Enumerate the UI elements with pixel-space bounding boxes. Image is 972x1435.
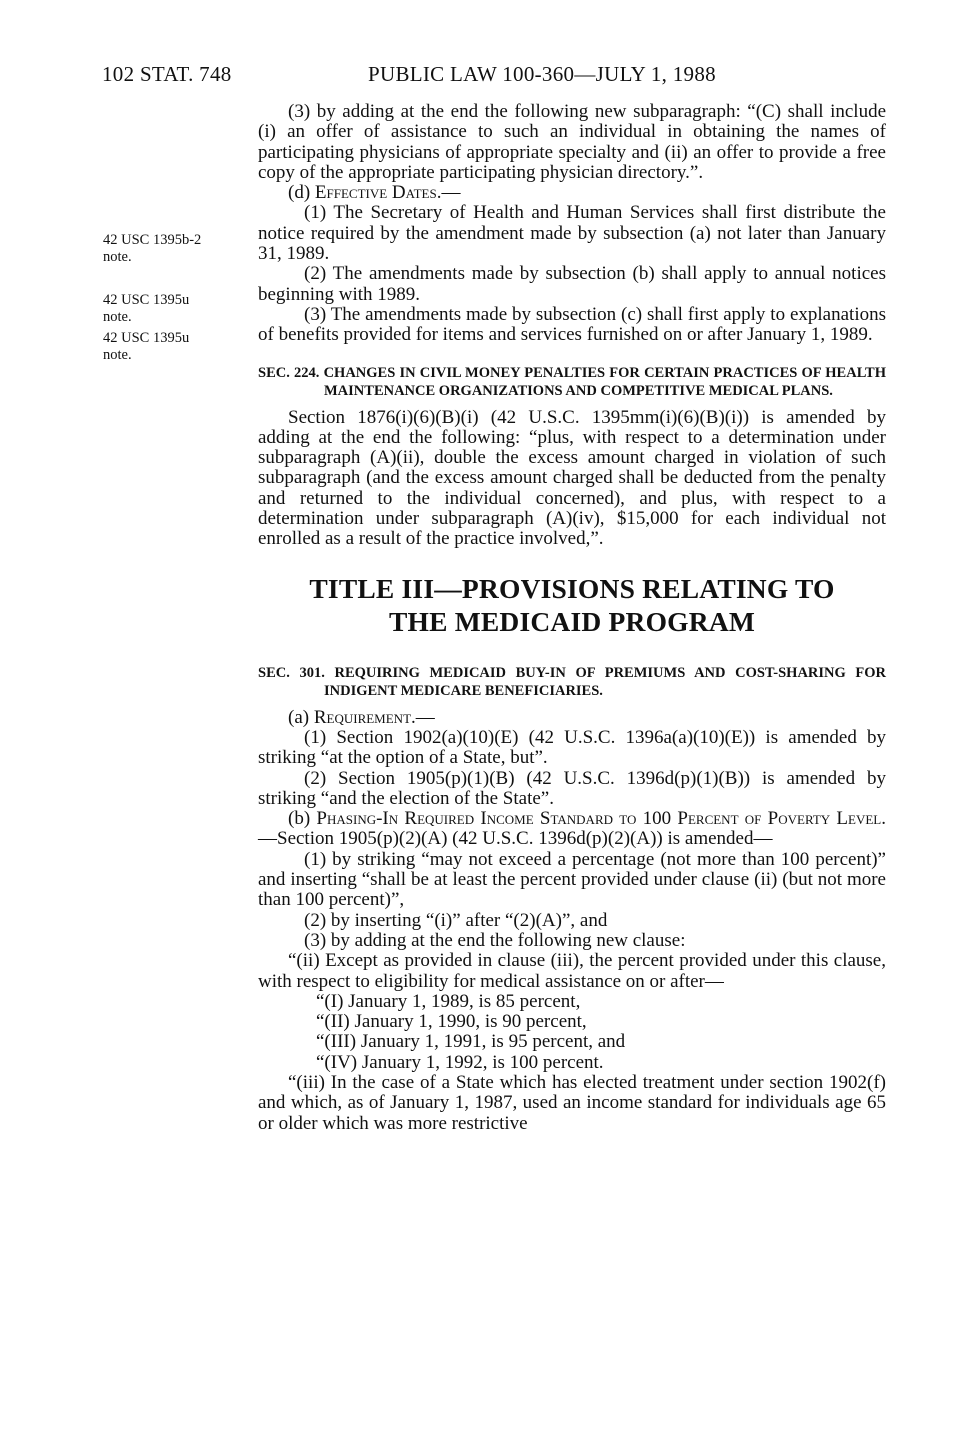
margin-note: 42 USC 1395b-2 note. (103, 232, 202, 265)
paragraph: (3) by adding at the end the following new subparagraph: “(C) shall include (i) an offer of assistance to such an individual in obtaining the names of participating physicians of appropriate specialty and (ii) an offer to provide a free copy of the appropriate participating physician directory.”. (258, 101, 886, 183)
paragraph: “(ii) Except as provided in clause (iii), the percent provided under this clause, with respect to eligibility for medical assistance on or after— (258, 950, 886, 992)
subsection-heading: (d) Effective Dates.— (288, 182, 461, 204)
paragraph: (2) The amendments made by subsection (b) shall apply to annual notices beginning with 1989. (258, 263, 886, 305)
paragraph: (1) Section 1902(a)(10)(E) (42 U.S.C. 1396a(a)(10)(E)) is amended by striking “at the option of a State, but”. (258, 726, 886, 769)
paragraph: (2) by inserting “(i)” after “(2)(A)”, and (304, 909, 608, 931)
paragraph: “(iii) In the case of a State which has elected treatment under section 1902(f) and which, as of January 1, 1987, used an income standard for individuals age 65 or older which was more restrictive (258, 1071, 886, 1134)
page-reference: 102 STAT. 748 (102, 62, 232, 86)
paragraph: (1) by striking “may not exceed a percentage (not more than 100 percent)” and inserting “shall be at least the percent provided under clause (ii) (but not more than 100 percent)”, (258, 848, 886, 911)
paragraph: (3) The amendments made by subsection (c) shall first apply to explanations of benefits provided for items and services furnished on or after January 1, 1989. (258, 303, 886, 346)
heading-text: Phasing-In Required Income Standard to 100 Percent of Poverty Level. (316, 808, 886, 830)
heading-text: Requirement. (313, 706, 416, 728)
paragraph: (3) by adding at the end the following new clause: (304, 929, 686, 951)
running-header: PUBLIC LAW 100-360—JULY 1, 1988 (368, 62, 716, 86)
title-heading: TITLE III—PROVISIONS RELATING TO THE MEDICAID PROGRAM (309, 572, 835, 637)
list-item: “(II) January 1, 1990, is 90 percent, (316, 1011, 587, 1033)
section-heading: SEC. 224. CHANGES IN CIVIL MONEY PENALTIES FOR CERTAIN PRACTICES OF HEALTH MAINTENANCE ORGANIZATIONS AND COMPETITIVE MEDICAL PLANS. (258, 364, 886, 399)
paragraph: (2) Section 1905(p)(1)(B) (42 U.S.C. 1396d(p)(1)(B)) is amended by striking “and the election of the State”. (258, 767, 886, 809)
list-item: “(III) January 1, 1991, is 95 percent, and (316, 1031, 626, 1053)
section-heading: SEC. 301. REQUIRING MEDICAID BUY-IN OF PREMIUMS AND COST-SHARING FOR INDIGENT MEDICARE BENEFICIARIES. (258, 664, 887, 699)
margin-note: 42 USC 1395u note. (103, 292, 190, 325)
subsection-heading: (a) Requirement.— (288, 706, 435, 728)
paragraph: (b) Phasing-In Required Income Standard to 100 Percent of Poverty Level.—Section 1905(p)(2)(A) (42 U.S.C. 1396d(p)(2)(A)) is amended— (258, 808, 886, 850)
text-column (258, 102, 886, 1134)
paragraph: (1) The Secretary of Health and Human Services shall first distribute the notice required by the amendment made by subsection (a) not later than January 31, 1989. (258, 202, 886, 265)
margin-note: 42 USC 1395u note. (103, 330, 190, 363)
paragraph: Section 1876(i)(6)(B)(i) (42 U.S.C. 1395mm(i)(6)(B)(i)) is amended by adding at the end the following: “plus, with respect to a determination under subparagraph (A)(ii), double the excess amount charged in violation of such subparagraph (and the excess amount charged shall be deducted from the penalty and returned to the individual concerned), and plus, with respect to a determination under subparagraph (A)(iv), $15,000 for each individual not enrolled as a result of the practice involved,”. (258, 406, 886, 550)
list-item: “(IV) January 1, 1992, is 100 percent. (316, 1051, 604, 1073)
heading-text: Effective Dates. (314, 182, 442, 204)
list-item: “(I) January 1, 1989, is 85 percent, (316, 990, 581, 1012)
